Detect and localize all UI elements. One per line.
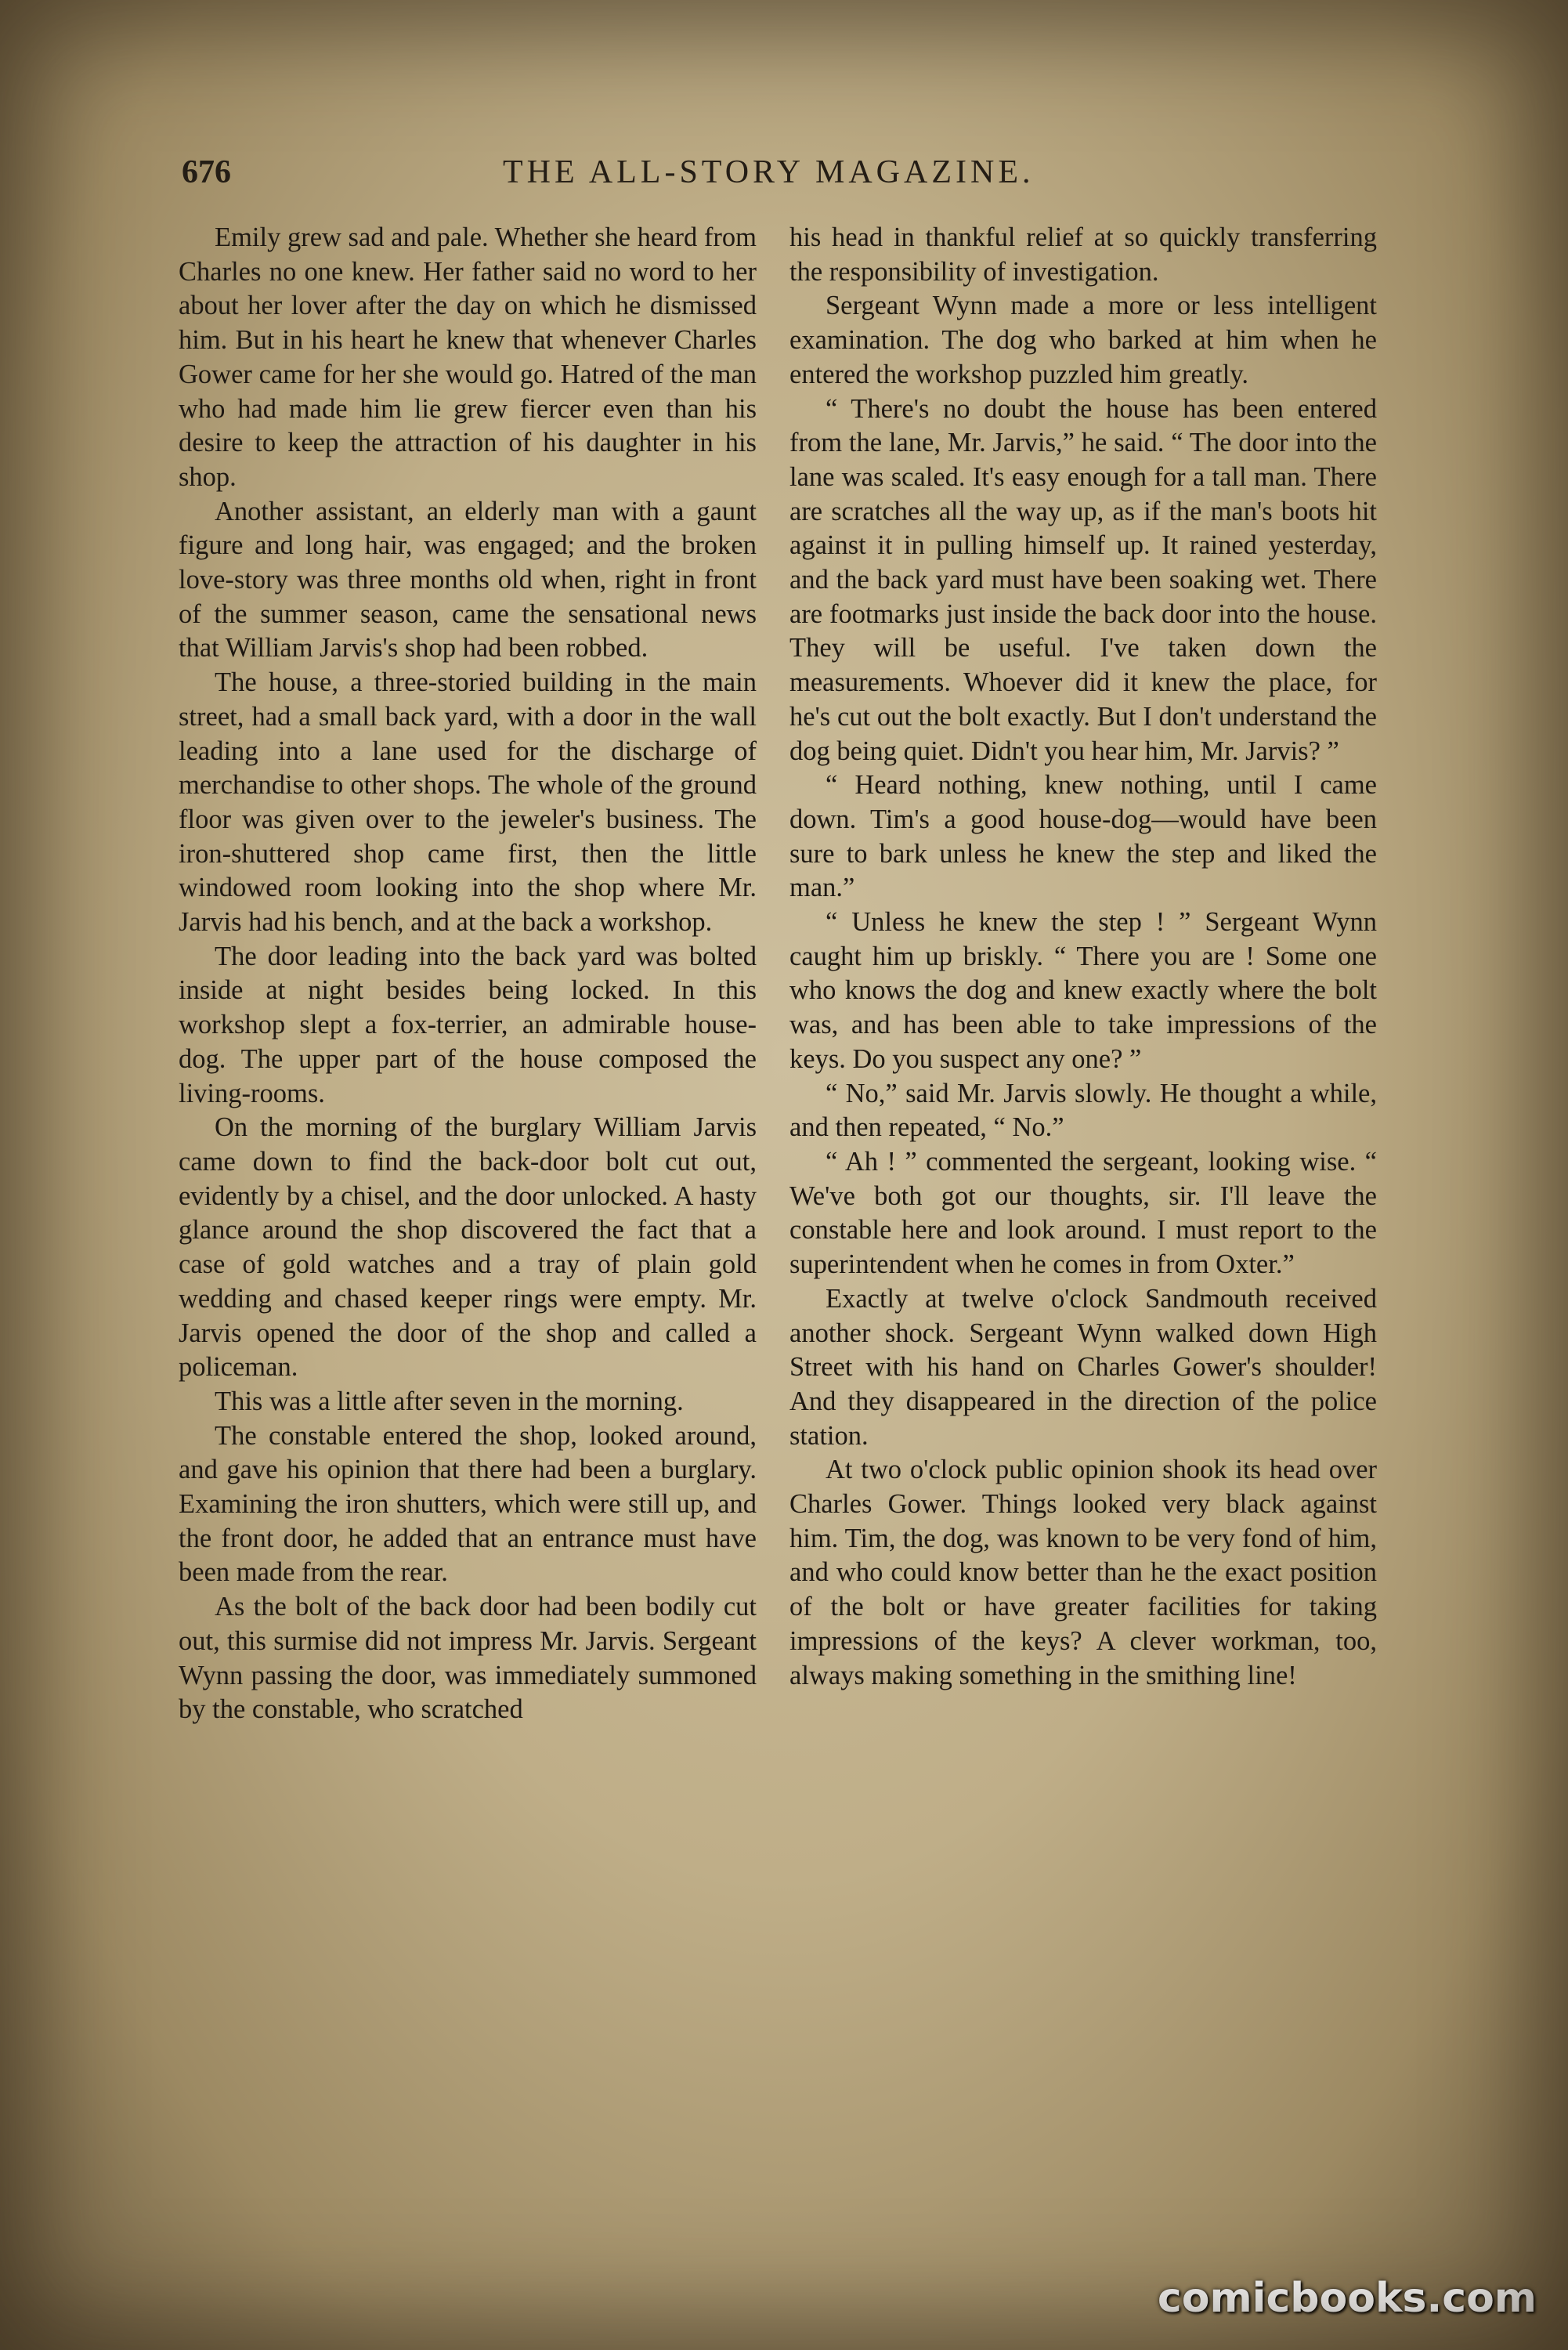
paragraph: The constable entered the shop, looked around, and gave his opinion that there had been a burglary. Examining the iron shutters, which were still up, and the front door, he added that an entrance must have been made from the rear. (179, 1420, 757, 1588)
site-watermark: comicbooks.com (1157, 2275, 1537, 2322)
paragraph: Emily grew sad and pale. Whether she heard from Charles no one knew. Her father said no word to her about her lover after the day on which he dismissed him. But in his heart he knew that whenever Charles Gower came for her she would go. Hatred of the man who had made him lie grew fiercer even than his desire to keep the attraction of his daughter in his shop. (179, 222, 757, 492)
paragraph: As the bolt of the back door had been bodily cut out, this surmise did not impress Mr. Jarvis. Sergeant Wynn passing the door, was immediately summoned by the constable, who scratched (179, 1592, 757, 1725)
paragraph: On the morning of the burglary William Jarvis came down to find the back-door bolt cut out, evidently by a chisel, and the door unlocked. A hasty glance around the shop discovered the fact that a case of gold watches and a tray of plain gold wedding and chased keeper rings were empty. Mr. Jarvis opened the door of the shop and called a policeman. (179, 1112, 757, 1383)
paragraph: Exactly at twelve o'clock Sandmouth received another shock. Sergeant Wynn walked down High Street with his hand on Charles Gower's shoulder! And they disappeared in the direction of the police station. (789, 1283, 1377, 1451)
paragraph: The door leading into the back yard was bolted inside at night besides being locked. In this workshop slept a fox-terrier, an admirable house-dog. The upper part of the house composed the living-rooms. (179, 941, 757, 1108)
paragraph: “ Unless he knew the step ! ” Sergeant Wynn caught him up briskly. “ There you are ! Some one who knows the dog and knew exactly where the bolt was, and has been able to take impressions of the keys. Do you suspect any one? ” (789, 907, 1377, 1074)
page-header (182, 154, 1396, 201)
paragraph: The house, a three-storied building in the main street, had a small back yard, with a door in the wall leading into a lane used for the discharge of merchandise to other shops. The whole of the ground floor was given over to the jeweler's business. The iron-shuttered shop came first, then the little windowed room looking into the shop where Mr. Jarvis had his bench, and at the back a workshop. (179, 667, 757, 938)
paragraph: “ There's no doubt the house has been entered from the lane, Mr. Jarvis,” he said. “ The door into the lane was scaled. It's easy enough for a tall man. There are scratches all the way up, as if the man's boots hit against it in pulling himself up. It rained yesterday, and the back yard must have been soaking wet. There are footmarks just inside the back door into the house. They will be useful. I've taken down the measurements. Whoever did it knew the place, for he's cut out the bolt exactly. But I don't understand the dog being quiet. Didn't you hear him, Mr. Jarvis? ” (789, 393, 1377, 766)
left-column (179, 221, 757, 1727)
right-column (789, 221, 1377, 1693)
paragraph: Another assistant, an elderly man with a gaunt figure and long hair, was engaged; and the broken love-story was three months old when, right in front of the summer season, came the sensational news that William Jarvis's shop had been robbed. (179, 496, 757, 663)
page-number: 676 (182, 154, 231, 190)
running-head: THE ALL-STORY MAGAZINE. (503, 154, 1035, 190)
paragraph: “ Heard nothing, knew nothing, until I came down. Tim's a good house-dog—would have been sure to bark unless he knew the step and liked the man.” (789, 770, 1377, 903)
paragraph: This was a little after seven in the morning. (215, 1386, 684, 1416)
paragraph: “ No,” said Mr. Jarvis slowly. He thought a while, and then repeated, “ No.” (789, 1078, 1377, 1143)
paragraph-continuation: his head in thankful relief at so quickly transferring the responsibility of investigation. (789, 222, 1377, 287)
paragraph: Sergeant Wynn made a more or less intelligent examination. The dog who barked at him when he entered the workshop puzzled him greatly. (789, 291, 1377, 389)
paragraph: “ Ah ! ” commented the sergeant, looking wise. “ We've both got our thoughts, sir. I'll leave the constable here and look around. I must report to the superintendent when he comes in from Oxter.” (789, 1146, 1377, 1280)
paragraph: At two o'clock public opinion shook its head over Charles Gower. Things looked very black against him. Tim, the dog, was known to be very fond of him, and who could know better than he the exact position of the bolt or have greater facilities for taking impressions of the keys? A clever workman, too, always making something in the smithing line! (789, 1455, 1377, 1690)
